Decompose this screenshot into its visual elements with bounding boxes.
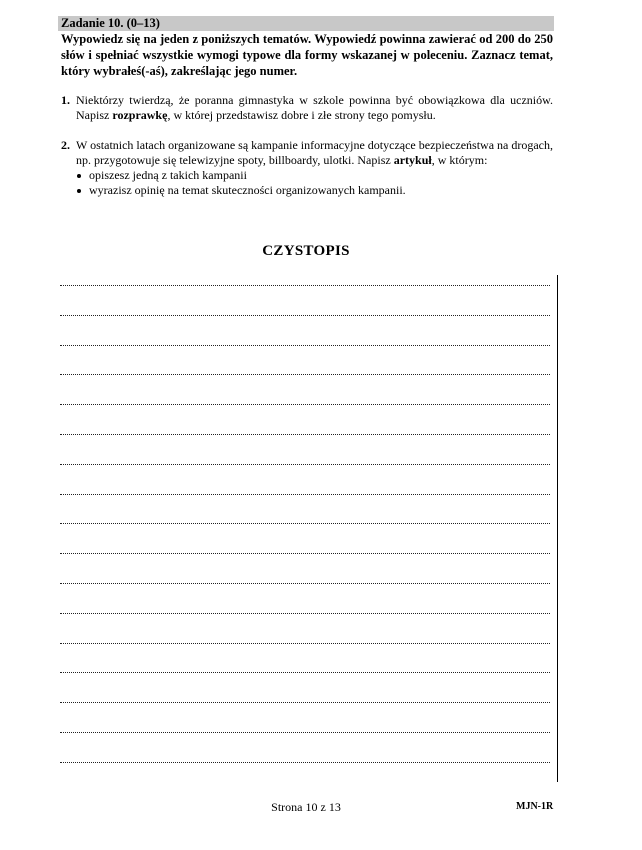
topic-1-text-after: , w której przedstawisz dobre i złe strony tego pomysłu.: [167, 108, 436, 122]
topic-2-text-after: , w którym:: [431, 153, 488, 167]
writing-line[interactable]: [60, 583, 550, 584]
topic-2-bullet: wyrazisz opinię na temat skuteczności organizowanych kampanii.: [76, 183, 553, 198]
writing-line[interactable]: [60, 672, 550, 673]
writing-line[interactable]: [60, 762, 550, 763]
writing-line[interactable]: [60, 494, 550, 495]
writing-line[interactable]: [60, 315, 550, 316]
writing-line[interactable]: [60, 285, 550, 286]
topic-2-text-before: W ostatnich latach organizowane są kampanie informacyjne dotyczące bezpieczeństwa na drogach, np. przygotowuje się telewizyjne spoty, billboardy, ulotki. Napisz: [76, 138, 554, 167]
section-title: CZYSTOPIS: [262, 243, 350, 259]
topic-1-text-before: Niektórzy twierdzą, że poranna gimnastyka w szkole powinna być obowiązkowa dla uczniów. Napisz: [76, 93, 553, 122]
page-number: Strona 10 z 13: [271, 800, 341, 814]
task-title: Zadanie 10. (0–13): [61, 16, 160, 30]
writing-line[interactable]: [60, 404, 550, 405]
writing-line[interactable]: [60, 613, 550, 614]
margin-rule: [557, 275, 558, 782]
topic-1-number[interactable]: 1.: [61, 93, 70, 107]
writing-line[interactable]: [60, 702, 550, 703]
topic-1-text: [76, 93, 553, 123]
writing-line[interactable]: [60, 643, 550, 644]
topic-2-bullet-list: [76, 168, 553, 198]
writing-line[interactable]: [60, 374, 550, 375]
writing-line[interactable]: [60, 464, 550, 465]
writing-line[interactable]: [60, 523, 550, 524]
topic-2[interactable]: [61, 138, 553, 198]
exam-code: MJN-1R: [516, 801, 554, 812]
writing-line[interactable]: [60, 345, 550, 346]
topic-2-form: artykuł: [393, 153, 432, 167]
topic-1-form: rozprawkę: [112, 108, 168, 122]
writing-line[interactable]: [60, 732, 550, 733]
topic-1[interactable]: [61, 93, 553, 123]
topic-2-bullet: opiszesz jedną z takich kampanii: [76, 168, 553, 183]
writing-line[interactable]: [60, 553, 550, 554]
writing-line[interactable]: [60, 434, 550, 435]
task-instructions: Wypowiedz się na jeden z poniższych tematów. Wypowiedź powinna zawierać od 200 do 250 słów i spełniać wszystkie wymogi typowe dla formy wskazanej w poleceniu. Zaznacz temat, który wybrałeś(-aś), zakreślając jego numer.: [61, 32, 553, 78]
topic-2-text: [76, 138, 553, 198]
topic-2-number[interactable]: 2.: [61, 138, 70, 152]
